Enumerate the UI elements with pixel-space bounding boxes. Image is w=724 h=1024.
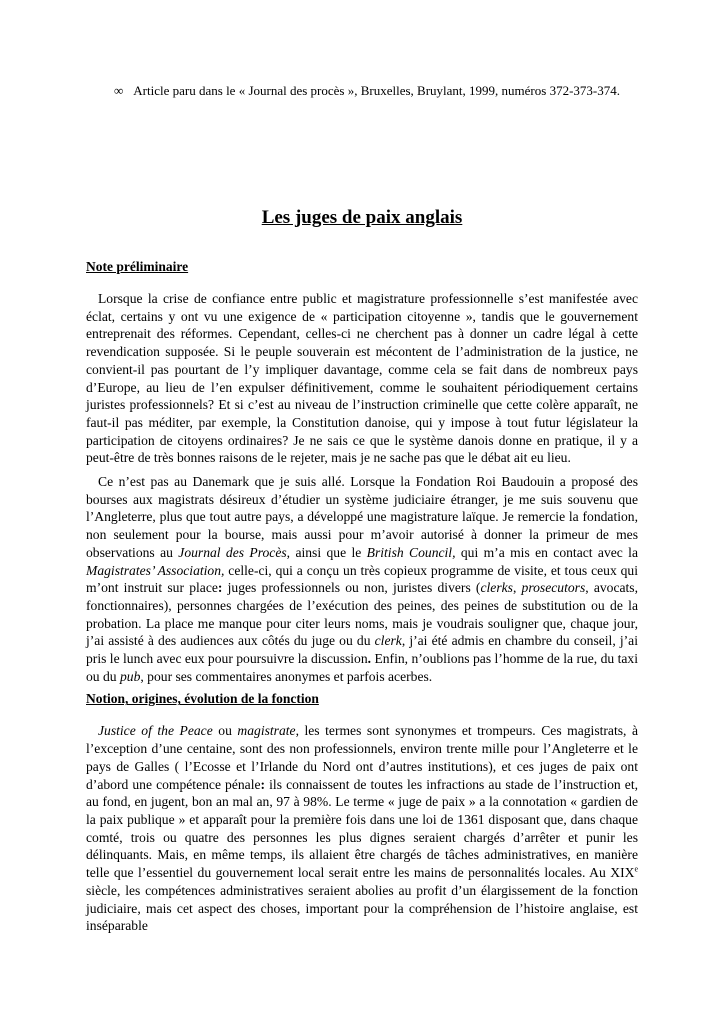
text-run: , avocats, fonctionnaires), personnes chargées de l’exécution des peines, des peines de substitution ou de la probation. La place me manque pour citer leurs noms, mais je voudrais souligner que, chaque jour, j’ai assisté à des audiences aux côtés du juge ou du [86,580,638,649]
section-heading-notion: Notion, origines, évolution de la fonction [86,691,319,707]
superscript-e: e [634,864,638,874]
italic-magistrates-association: Magistrates’ Association, [86,562,225,578]
publication-footnote [96,82,638,99]
document-title: Les juges de paix anglais [261,207,463,228]
text-run: qui m’a mis en contact avec la [455,544,638,560]
text-run: ils connaissent de toutes les infractions au stade de l’instruction et, au fond, en jugent, bon an mal an, 97 à 98%. Le terme « juge de paix » a la connotation « gardien de la paix publique » et apparaît pour la première fois dans une loi de 1361 disposant que, dans chaque comté, trois ou quatre des personnes les plus dignes seraient chargés d’arrêter et punir les délinquants. Mais, en même temps, ils allaient être chargés de tâches administratives, en manière telle que l’essentiel du gouvernement local serait entre les mains de personnalités locales. Au XIX [86,776,638,881]
text-run: ou [212,723,238,739]
text-run: celle-ci, qui a conçu un très copieux programme de visite, et tous ceux qui m’ont instruit sur place [86,562,638,596]
text-run: Ce n’est pas au Danemark que je suis allé. Lorsque la Fondation Roi Baudouin a proposé des bourses aux magistrats désireux d’étudier un système judiciaire étranger, je me suis souvenu que l’Angleterre, plus que tout autre pays, a développé une magistrature laïque. Je remercie la fondation, non seulement pour la bourse, mais aussi pour m’avoir autorisé à donner la primeur de mes observations au [86,474,638,560]
italic-journal-title: Journal des Procès [178,544,287,560]
paragraph-1: Lorsque la crise de confiance entre public et magistrature professionnelle s’est manifestée avec éclat, certains y ont vu une exigence de « participation citoyenne », tandis que le gouvernement entreprenait des réformes. Cependant, celles-ci ne cherchent pas à donner un cadre légal à cette revendication supposée. Si le peuple souverain est mécontent de l’administration de la justice, ne convient-il pas pourtant de l’y impliquer davantage, comme cela se fait dans de nombreux pays d’Europe, au lieu de l’en expulser définitivement, comme le souhaitent périodiquement certains juristes professionnels? Et si c’est au niveau de l’instruction criminelle que cette colère apparaît, ne faut-il pas méditer, par exemple, la Constitution danoise, qui y impose à tout futur législateur la participation de citoyens ordinaires? Je ne sais ce que le système danois donne en pratique, il y a peut-être de très bonnes raisons de le rejeter, mais je ne sache pas que le débat ait eu lieu. [86,291,638,466]
text-run: , j’ai été admis en chambre du conseil, j’ai pris le lunch avec eux pour poursuivre la discussion [86,633,638,667]
italic-prosecutors: prosecutors [521,580,586,596]
text-run: , pour ses commentaires anonymes et parfois acerbes. [140,668,433,684]
paragraph-3 [86,722,638,934]
italic-magistrate: magistrate [237,723,296,739]
section-heading-note: Note préliminaire [86,259,189,274]
text-run: Enfin, n’oublions pas l’homme de la rue, du taxi ou du [86,651,638,684]
text-run: , ainsi que le [286,544,367,560]
italic-clerks: clerks [480,580,513,596]
footnote-text: Article paru dans le « Journal des procès », Bruxelles, Bruylant, 1999, numéros 372-373-374. [133,83,620,98]
text-run: siècle, les compétences administratives seraient abolies au profit d’un élargissement de la fonction judiciaire, mais cet aspect des choses, important pour la compréhension de l’histoire anglaise, est inséparable [86,882,638,934]
text-run: , [512,580,522,596]
italic-justice-of-the-peace: Justice of the Peace [98,723,213,739]
italic-british-council: British Council, [366,544,456,560]
infinity-footnote-marker: ∞ [114,83,124,98]
paragraph-2 [86,473,638,685]
bold-colon: : [260,776,266,792]
text-run: juges professionnels ou non, juristes divers ( [222,580,481,596]
text-run: , les termes sont synonymes et trompeurs. Ces magistrats, à l’exception d’une centaine, sont des non professionnels, environ trente mille pour l’Angleterre et le pays de Galles ( l’Ecosse et l’Irlande du Nord ont d’autres institutions), et ces juges de paix ont d’abord une compétence pénale [86,723,638,792]
italic-pub: pub [119,668,141,684]
italic-clerk: clerk [374,633,402,649]
bold-period: . [367,651,372,667]
bold-colon: : [217,580,223,596]
